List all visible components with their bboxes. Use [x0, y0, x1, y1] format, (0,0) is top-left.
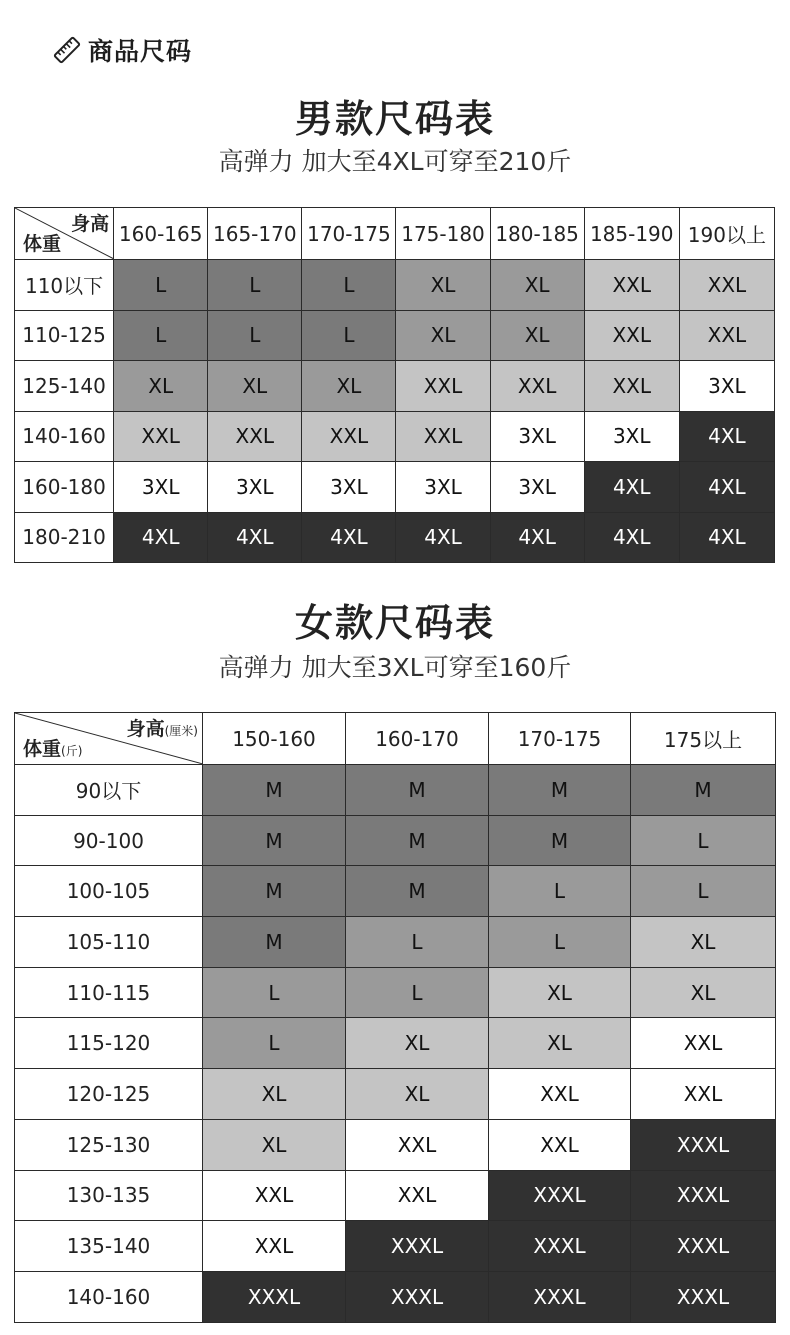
size-cell: M — [489, 815, 631, 866]
size-cell: XL — [396, 260, 490, 311]
size-cell: 3XL — [679, 361, 774, 412]
ruler-icon — [52, 35, 82, 65]
size-cell: XXL — [489, 1119, 631, 1170]
size-cell: 4XL — [679, 462, 774, 513]
size-cell: XXL — [208, 411, 302, 462]
size-cell: XL — [489, 1018, 631, 1069]
weight-label-cell: 100-105 — [15, 866, 203, 917]
height-header-cell: 190以上 — [679, 208, 774, 260]
corner-weight-text: 体重 — [23, 233, 62, 255]
size-cell: 4XL — [114, 512, 208, 563]
weight-label-cell: 105-110 — [15, 917, 203, 968]
size-cell: XXL — [584, 310, 679, 361]
size-cell: M — [203, 866, 346, 917]
size-cell: 4XL — [490, 512, 584, 563]
size-cell: XXL — [114, 411, 208, 462]
size-cell: XL — [490, 310, 584, 361]
size-cell: M — [346, 866, 489, 917]
size-cell: L — [114, 310, 208, 361]
table-row — [15, 1069, 776, 1120]
height-header-cell: 175-180 — [396, 208, 490, 260]
size-cell: 4XL — [679, 512, 774, 563]
size-cell: XXL — [203, 1170, 346, 1221]
size-cell: XXL — [679, 260, 774, 311]
table-row — [15, 866, 776, 917]
weight-label-cell: 90以下 — [15, 765, 203, 816]
women-header-row — [15, 713, 776, 765]
corner-weight-label — [23, 734, 82, 761]
size-cell: XXXL — [631, 1221, 776, 1272]
size-cell: XXL — [203, 1221, 346, 1272]
size-cell: 3XL — [302, 462, 396, 513]
height-header-cell: 170-175 — [302, 208, 396, 260]
size-cell: 3XL — [490, 411, 584, 462]
corner-height-text: 身高 — [71, 213, 110, 235]
size-cell: L — [208, 310, 302, 361]
size-cell: 3XL — [114, 462, 208, 513]
size-cell: M — [489, 765, 631, 816]
size-cell: L — [346, 917, 489, 968]
table-row — [15, 1170, 776, 1221]
weight-label-cell: 140-160 — [15, 1271, 203, 1322]
size-cell: XXXL — [631, 1271, 776, 1322]
size-cell: L — [302, 260, 396, 311]
weight-label-cell: 160-180 — [15, 462, 114, 513]
size-cell: XXXL — [631, 1170, 776, 1221]
size-cell: XXL — [679, 310, 774, 361]
size-cell: 4XL — [679, 411, 774, 462]
size-cell: XXL — [489, 1069, 631, 1120]
weight-label-cell: 130-135 — [15, 1170, 203, 1221]
size-cell: XXL — [396, 361, 490, 412]
table-row — [15, 361, 775, 412]
size-cell: XXXL — [631, 1119, 776, 1170]
size-cell: L — [114, 260, 208, 311]
weight-label-cell: 125-140 — [15, 361, 114, 412]
size-cell: 3XL — [396, 462, 490, 513]
women-chart-title: 女款尺码表 — [294, 601, 495, 645]
height-header-cell: 165-170 — [208, 208, 302, 260]
size-cell: XL — [203, 1069, 346, 1120]
weight-label-cell: 110-115 — [15, 967, 203, 1018]
men-chart-subtitle: 高弹力 加大至4XL可穿至210斤 — [218, 147, 572, 176]
weight-label-cell: 110-125 — [15, 310, 114, 361]
corner-weight-text: 体重 — [23, 738, 62, 760]
weight-label-cell: 115-120 — [15, 1018, 203, 1069]
height-header-cell: 175以上 — [631, 713, 776, 765]
size-cell: 4XL — [396, 512, 490, 563]
table-row — [15, 765, 776, 816]
size-cell: XXXL — [346, 1271, 489, 1322]
weight-label-cell: 180-210 — [15, 512, 114, 563]
size-cell: XL — [396, 310, 490, 361]
table-row — [15, 260, 775, 311]
size-cell: M — [203, 815, 346, 866]
size-cell: 3XL — [584, 411, 679, 462]
corner-height-unit: (厘米) — [164, 724, 198, 738]
size-cell: XL — [490, 260, 584, 311]
size-cell: L — [208, 260, 302, 311]
size-cell: 3XL — [208, 462, 302, 513]
table-row — [15, 967, 776, 1018]
women-size-table — [14, 712, 776, 1323]
size-cell: 4XL — [208, 512, 302, 563]
height-header-cell: 180-185 — [490, 208, 584, 260]
size-cell: XL — [346, 1018, 489, 1069]
corner-weight-label — [23, 229, 61, 256]
height-header-cell: 160-165 — [114, 208, 208, 260]
size-cell: XXL — [396, 411, 490, 462]
size-cell: XL — [631, 917, 776, 968]
height-header-cell: 185-190 — [584, 208, 679, 260]
table-row — [15, 411, 775, 462]
size-cell: L — [489, 866, 631, 917]
corner-height-text: 身高 — [126, 718, 165, 740]
table-row — [15, 1271, 776, 1322]
size-cell: XXXL — [203, 1271, 346, 1322]
women-corner-cell — [15, 713, 203, 765]
table-row — [15, 1221, 776, 1272]
table-row — [15, 1119, 776, 1170]
size-cell: XL — [203, 1119, 346, 1170]
table-row — [15, 917, 776, 968]
size-cell: XXXL — [489, 1221, 631, 1272]
size-cell: XL — [346, 1069, 489, 1120]
men-corner-cell — [15, 208, 114, 260]
section-title: 商品尺码 — [88, 37, 193, 66]
size-cell: 4XL — [584, 512, 679, 563]
weight-label-cell: 90-100 — [15, 815, 203, 866]
table-row — [15, 1018, 776, 1069]
size-cell: XXL — [302, 411, 396, 462]
corner-height-label — [127, 714, 198, 741]
size-cell: 4XL — [584, 462, 679, 513]
size-cell: XL — [631, 967, 776, 1018]
men-size-table — [14, 207, 775, 563]
size-cell: L — [489, 917, 631, 968]
size-cell: 3XL — [490, 462, 584, 513]
size-cell: XXXL — [346, 1221, 489, 1272]
size-cell: XL — [208, 361, 302, 412]
size-cell: 4XL — [302, 512, 396, 563]
size-cell: M — [631, 765, 776, 816]
men-header-row — [15, 208, 775, 260]
height-header-cell: 160-170 — [346, 713, 489, 765]
table-row — [15, 815, 776, 866]
table-row — [15, 462, 775, 513]
height-header-cell: 170-175 — [489, 713, 631, 765]
size-cell: L — [346, 967, 489, 1018]
section-header — [52, 30, 192, 70]
size-cell: XXL — [490, 361, 584, 412]
corner-weight-unit: (斤) — [61, 744, 83, 758]
size-cell: L — [203, 1018, 346, 1069]
men-chart-title: 男款尺码表 — [294, 97, 495, 141]
table-row — [15, 512, 775, 563]
weight-label-cell: 140-160 — [15, 411, 114, 462]
size-cell: XXXL — [489, 1170, 631, 1221]
size-cell: XXL — [631, 1069, 776, 1120]
weight-label-cell: 110以下 — [15, 260, 114, 311]
size-cell: XL — [302, 361, 396, 412]
height-header-cell: 150-160 — [203, 713, 346, 765]
size-cell: L — [631, 815, 776, 866]
corner-height-label — [71, 209, 109, 236]
size-cell: L — [302, 310, 396, 361]
size-cell: XL — [489, 967, 631, 1018]
women-chart-subtitle: 高弹力 加大至3XL可穿至160斤 — [218, 653, 572, 682]
weight-label-cell: 135-140 — [15, 1221, 203, 1272]
size-cell: XXL — [346, 1119, 489, 1170]
size-cell: M — [346, 815, 489, 866]
size-cell: M — [203, 917, 346, 968]
size-cell: XXXL — [489, 1271, 631, 1322]
size-cell: L — [203, 967, 346, 1018]
size-cell: XXL — [631, 1018, 776, 1069]
size-cell: M — [203, 765, 346, 816]
size-cell: XXL — [584, 260, 679, 311]
size-cell: M — [346, 765, 489, 816]
size-cell: L — [631, 866, 776, 917]
size-cell: XL — [114, 361, 208, 412]
weight-label-cell: 125-130 — [15, 1119, 203, 1170]
weight-label-cell: 120-125 — [15, 1069, 203, 1120]
table-row — [15, 310, 775, 361]
size-cell: XXL — [584, 361, 679, 412]
size-cell: XXL — [346, 1170, 489, 1221]
